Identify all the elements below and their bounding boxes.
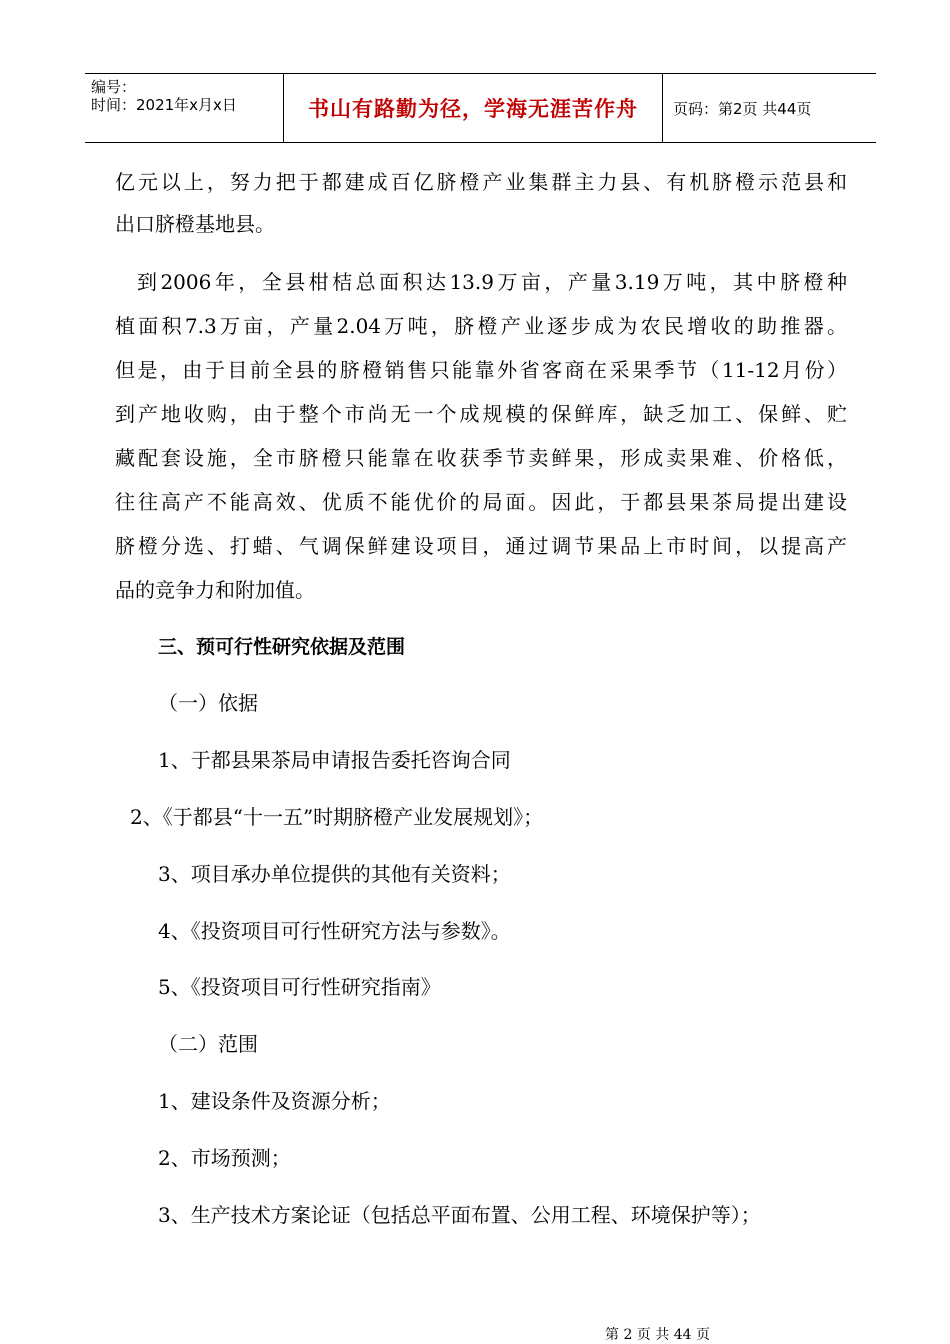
- paragraph-line: 脐橙分选、打蜡、气调保鲜建设项目，通过调节果品上市时间，以提高产: [115, 534, 847, 558]
- header-page-label: 页码：第2页 共44页: [673, 99, 812, 118]
- document-number-label: 编号：: [91, 78, 137, 96]
- page-header: [85, 73, 876, 143]
- list-item: 5、《投资项目可行性研究指南》: [158, 975, 441, 999]
- paragraph-line: 但是，由于目前全县的脐橙销售只能靠外省客商在采果季节（11-12月份）: [115, 358, 847, 382]
- document-time-label: 时间：2021年x月x日: [91, 96, 237, 114]
- paragraph-line: 出口脐橙基地县。: [115, 212, 275, 236]
- subsection-heading: （一）依据: [158, 691, 258, 715]
- list-item: 4、《投资项目可行性研究方法与参数》。: [158, 919, 511, 943]
- header-meta: [91, 78, 237, 114]
- header-motto: 书山有路勤为径，学海无涯苦作舟: [283, 74, 663, 142]
- list-item: 2、《于都县“十一五”时期脐橙产业发展规划》；: [130, 805, 544, 829]
- section-heading: 三、预可行性研究依据及范围: [158, 636, 406, 658]
- page-footer: 第 2 页 共 44 页: [605, 1327, 710, 1343]
- list-item: 3、项目承办单位提供的其他有关资料；: [158, 862, 511, 886]
- paragraph-line: 藏配套设施，全市脐橙只能靠在收获季节卖鲜果，形成卖果难、价格低，: [115, 446, 847, 470]
- paragraph-line: 品的竞争力和附加值。: [115, 578, 315, 602]
- list-item: 1、于都县果茶局申请报告委托咨询合同: [158, 748, 511, 772]
- subsection-heading: （二）范围: [158, 1032, 258, 1056]
- list-item: 3、生产技术方案论证（包括总平面布置、公用工程、环境保护等）；: [158, 1203, 761, 1227]
- list-item: 1、建设条件及资源分析；: [158, 1089, 391, 1113]
- paragraph-line: 往往高产不能高效、优质不能优价的局面。因此，于都县果茶局提出建设: [115, 490, 847, 514]
- paragraph-line: 植面积7.3万亩，产量2.04万吨，脐橙产业逐步成为农民增收的助推器。: [115, 314, 847, 338]
- paragraph-line: 到2006年，全县柑桔总面积达13.9万亩，产量3.19万吨，其中脐橙种: [137, 270, 847, 294]
- list-item: 2、市场预测；: [158, 1146, 291, 1170]
- paragraph-line: 到产地收购，由于整个市尚无一个成规模的保鲜库，缺乏加工、保鲜、贮: [115, 402, 847, 426]
- paragraph-line: 亿元以上，努力把于都建成百亿脐橙产业集群主力县、有机脐橙示范县和: [115, 170, 847, 194]
